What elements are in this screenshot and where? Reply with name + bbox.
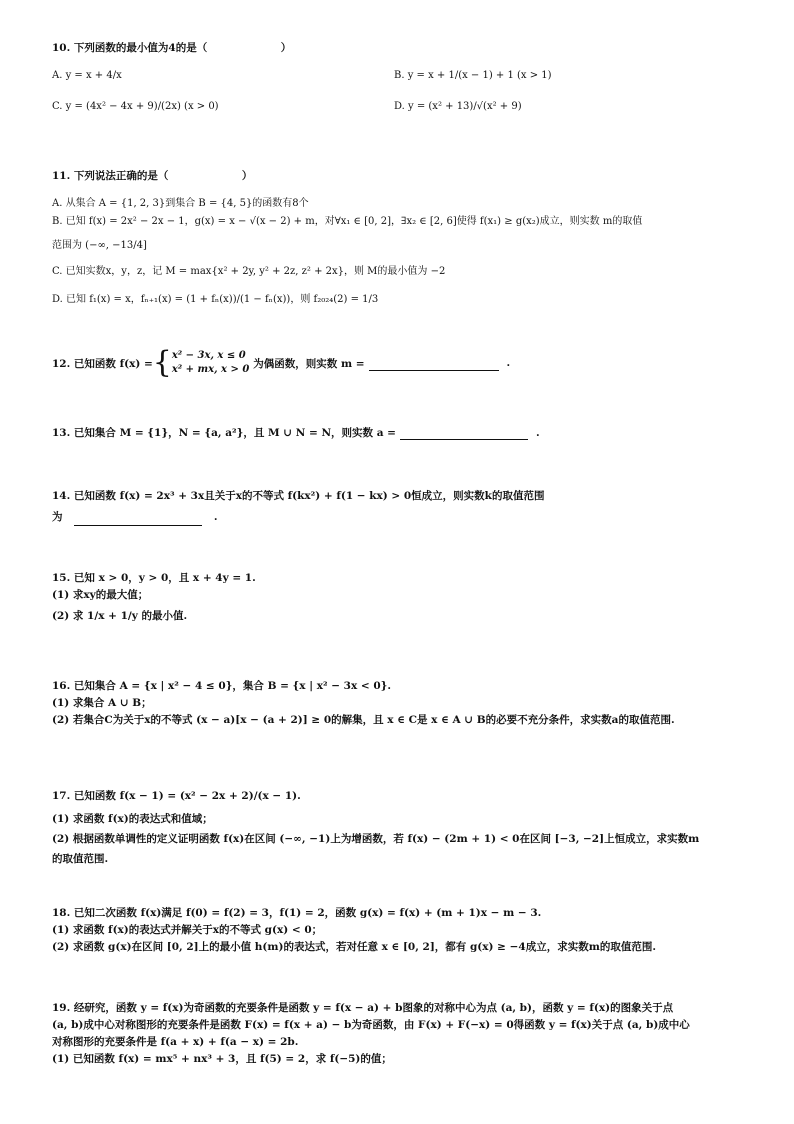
question-13-text: 13. 已知集合 M = {1}，N = {a, a²}，且 M ∪ N = N，则实数 a = — [52, 427, 396, 439]
answer-blank-13[interactable] — [400, 426, 528, 440]
question-18-part-2: (2) 求函数 g(x)在区间 [0, 2]上的最小值 h(m)的表达式，若对任意 x ∈ [0, 2]，都有 g(x) ≥ −4成立，求实数m的取值范围. — [52, 941, 656, 953]
question-12-cases — [172, 349, 249, 377]
question-11-option-c: C. 已知实数x，y，z，记 M = max{x² + 2y, y² + 2z, z² + 2x}，则 M的最小值为 −2 — [52, 266, 446, 277]
question-18-part-1: (1) 求函数 f(x)的表达式并解关于x的不等式 g(x) < 0； — [52, 924, 323, 936]
question-19-part-1: (1) 已知函数 f(x) = mx⁵ + nx³ + 3，且 f(5) = 2，求 f(−5)的值； — [52, 1053, 392, 1065]
question-14-prefix: 为 — [52, 511, 63, 523]
question-11-option-b-line1: B. 已知 f(x) = 2x² − 2x − 1，g(x) = x − √(x − 2) + m，对∀x₁ ∈ [0, 2]，∃x₂ ∈ [2, 6]使得 f(x₁) ≥ g(x₂)成立，则实数 m的取值 — [52, 216, 643, 227]
question-15-stem: 15. 已知 x > 0，y > 0，且 x + 4y = 1. — [52, 572, 256, 584]
question-12 — [52, 345, 752, 380]
question-17-stem: 17. 已知函数 f(x − 1) = (x² − 2x + 2)/(x − 1). — [52, 790, 301, 802]
question-17-part-3: 的取值范围. — [52, 853, 109, 865]
question-19-line-2: (a, b)成中心对称图形的充要条件是函数 F(x) = f(x + a) − b为奇函数，由 F(x) + F(−x) = 0得函数 y = f(x)关于点 (a, b)成中心 — [52, 1019, 690, 1031]
question-18-stem: 18. 已知二次函数 f(x)满足 f(0) = f(2) = 3，f(1) = 2，函数 g(x) = f(x) + (m + 1)x − m − 3. — [52, 907, 542, 919]
question-10-stem: 10. 下列函数的最小值为4的是（ ） — [52, 42, 292, 54]
question-12-suffix: 为偶函数，则实数 m = — [253, 357, 365, 370]
question-10-option-c: C. y = (4x² − 4x + 9)/(2x) (x > 0) — [52, 101, 219, 112]
question-11-option-d: D. 已知 f₁(x) = x，fₙ₊₁(x) = (1 + fₙ(x))/(1 − fₙ(x))，则 f₂₀₂₄(2) = 1/3 — [52, 294, 379, 305]
question-10-option-b: B. y = x + 1/(x − 1) + 1 (x > 1) — [394, 70, 552, 81]
question-18 — [52, 905, 752, 956]
question-17-part-2: (2) 根据函数单调性的定义证明函数 f(x)在区间 (−∞, −1)上为增函数，若 f(x) − (2m + 1) < 0在区间 [−3, −2]上恒成立，求实数m — [52, 833, 700, 845]
question-15-part-2: (2) 求 1/x + 1/y 的最小值. — [52, 610, 188, 622]
question-12-prefix: 12. 已知函数 f(x) = — [52, 357, 153, 370]
question-16-part-1: (1) 求集合 A ∪ B； — [52, 697, 152, 709]
question-19-line-1: 19. 经研究，函数 y = f(x)为奇函数的充要条件是函数 y = f(x − a) + b图象的对称中心为点 (a, b)，函数 y = f(x)的图象关于点 — [52, 1002, 674, 1014]
question-12-case-2: x² + mx, x > 0 — [171, 364, 250, 375]
question-15-part-1: (1) 求xy的最大值； — [52, 589, 149, 601]
question-11 — [52, 168, 752, 185]
question-10-option-d: D. y = (x² + 13)/√(x² + 9) — [394, 101, 522, 112]
question-19 — [52, 1000, 752, 1068]
question-11-option-a: A. 从集合 A = {1, 2, 3}到集合 B = {4, 5}的函数有8个 — [52, 198, 309, 209]
question-13 — [52, 425, 752, 440]
question-17 — [52, 788, 752, 868]
question-10-option-a: A. y = x + 4/x — [52, 70, 122, 81]
question-15 — [52, 570, 752, 625]
question-16 — [52, 678, 752, 729]
question-16-stem: 16. 已知集合 A = {x | x² − 4 ≤ 0}，集合 B = {x | x² − 3x < 0}. — [52, 680, 392, 692]
question-11-stem: 11. 下列说法正确的是（ ） — [52, 170, 253, 182]
question-14-end: . — [213, 511, 218, 523]
question-14 — [52, 488, 752, 526]
question-16-part-2: (2) 若集合C为关于x的不等式 (x − a)[x − (a + 2)] ≥ 0的解集，且 x ∈ C是 x ∈ A ∪ B的必要不充分条件，求实数a的取值范围. — [52, 714, 675, 726]
question-14-text: 14. 已知函数 f(x) = 2x³ + 3x且关于x的不等式 f(kx²) + f(1 − kx) > 0恒成立，则实数k的取值范围 — [52, 490, 545, 502]
question-12-case-1: x² − 3x, x ≤ 0 — [171, 350, 246, 361]
answer-blank-14[interactable] — [74, 512, 202, 526]
answer-blank-12[interactable] — [369, 356, 499, 371]
question-13-end: . — [535, 427, 540, 439]
question-10 — [52, 40, 752, 57]
question-12-end: . — [506, 357, 511, 369]
question-17-part-1: (1) 求函数 f(x)的表达式和值域； — [52, 813, 213, 825]
left-brace-icon: { — [152, 345, 172, 380]
question-19-line-3: 对称图形的充要条件是 f(a + x) + f(a − x) = 2b. — [52, 1036, 299, 1048]
question-11-option-b-line2: 范围为 (−∞, −13/4] — [52, 240, 147, 251]
question-14-line2 — [52, 509, 752, 526]
